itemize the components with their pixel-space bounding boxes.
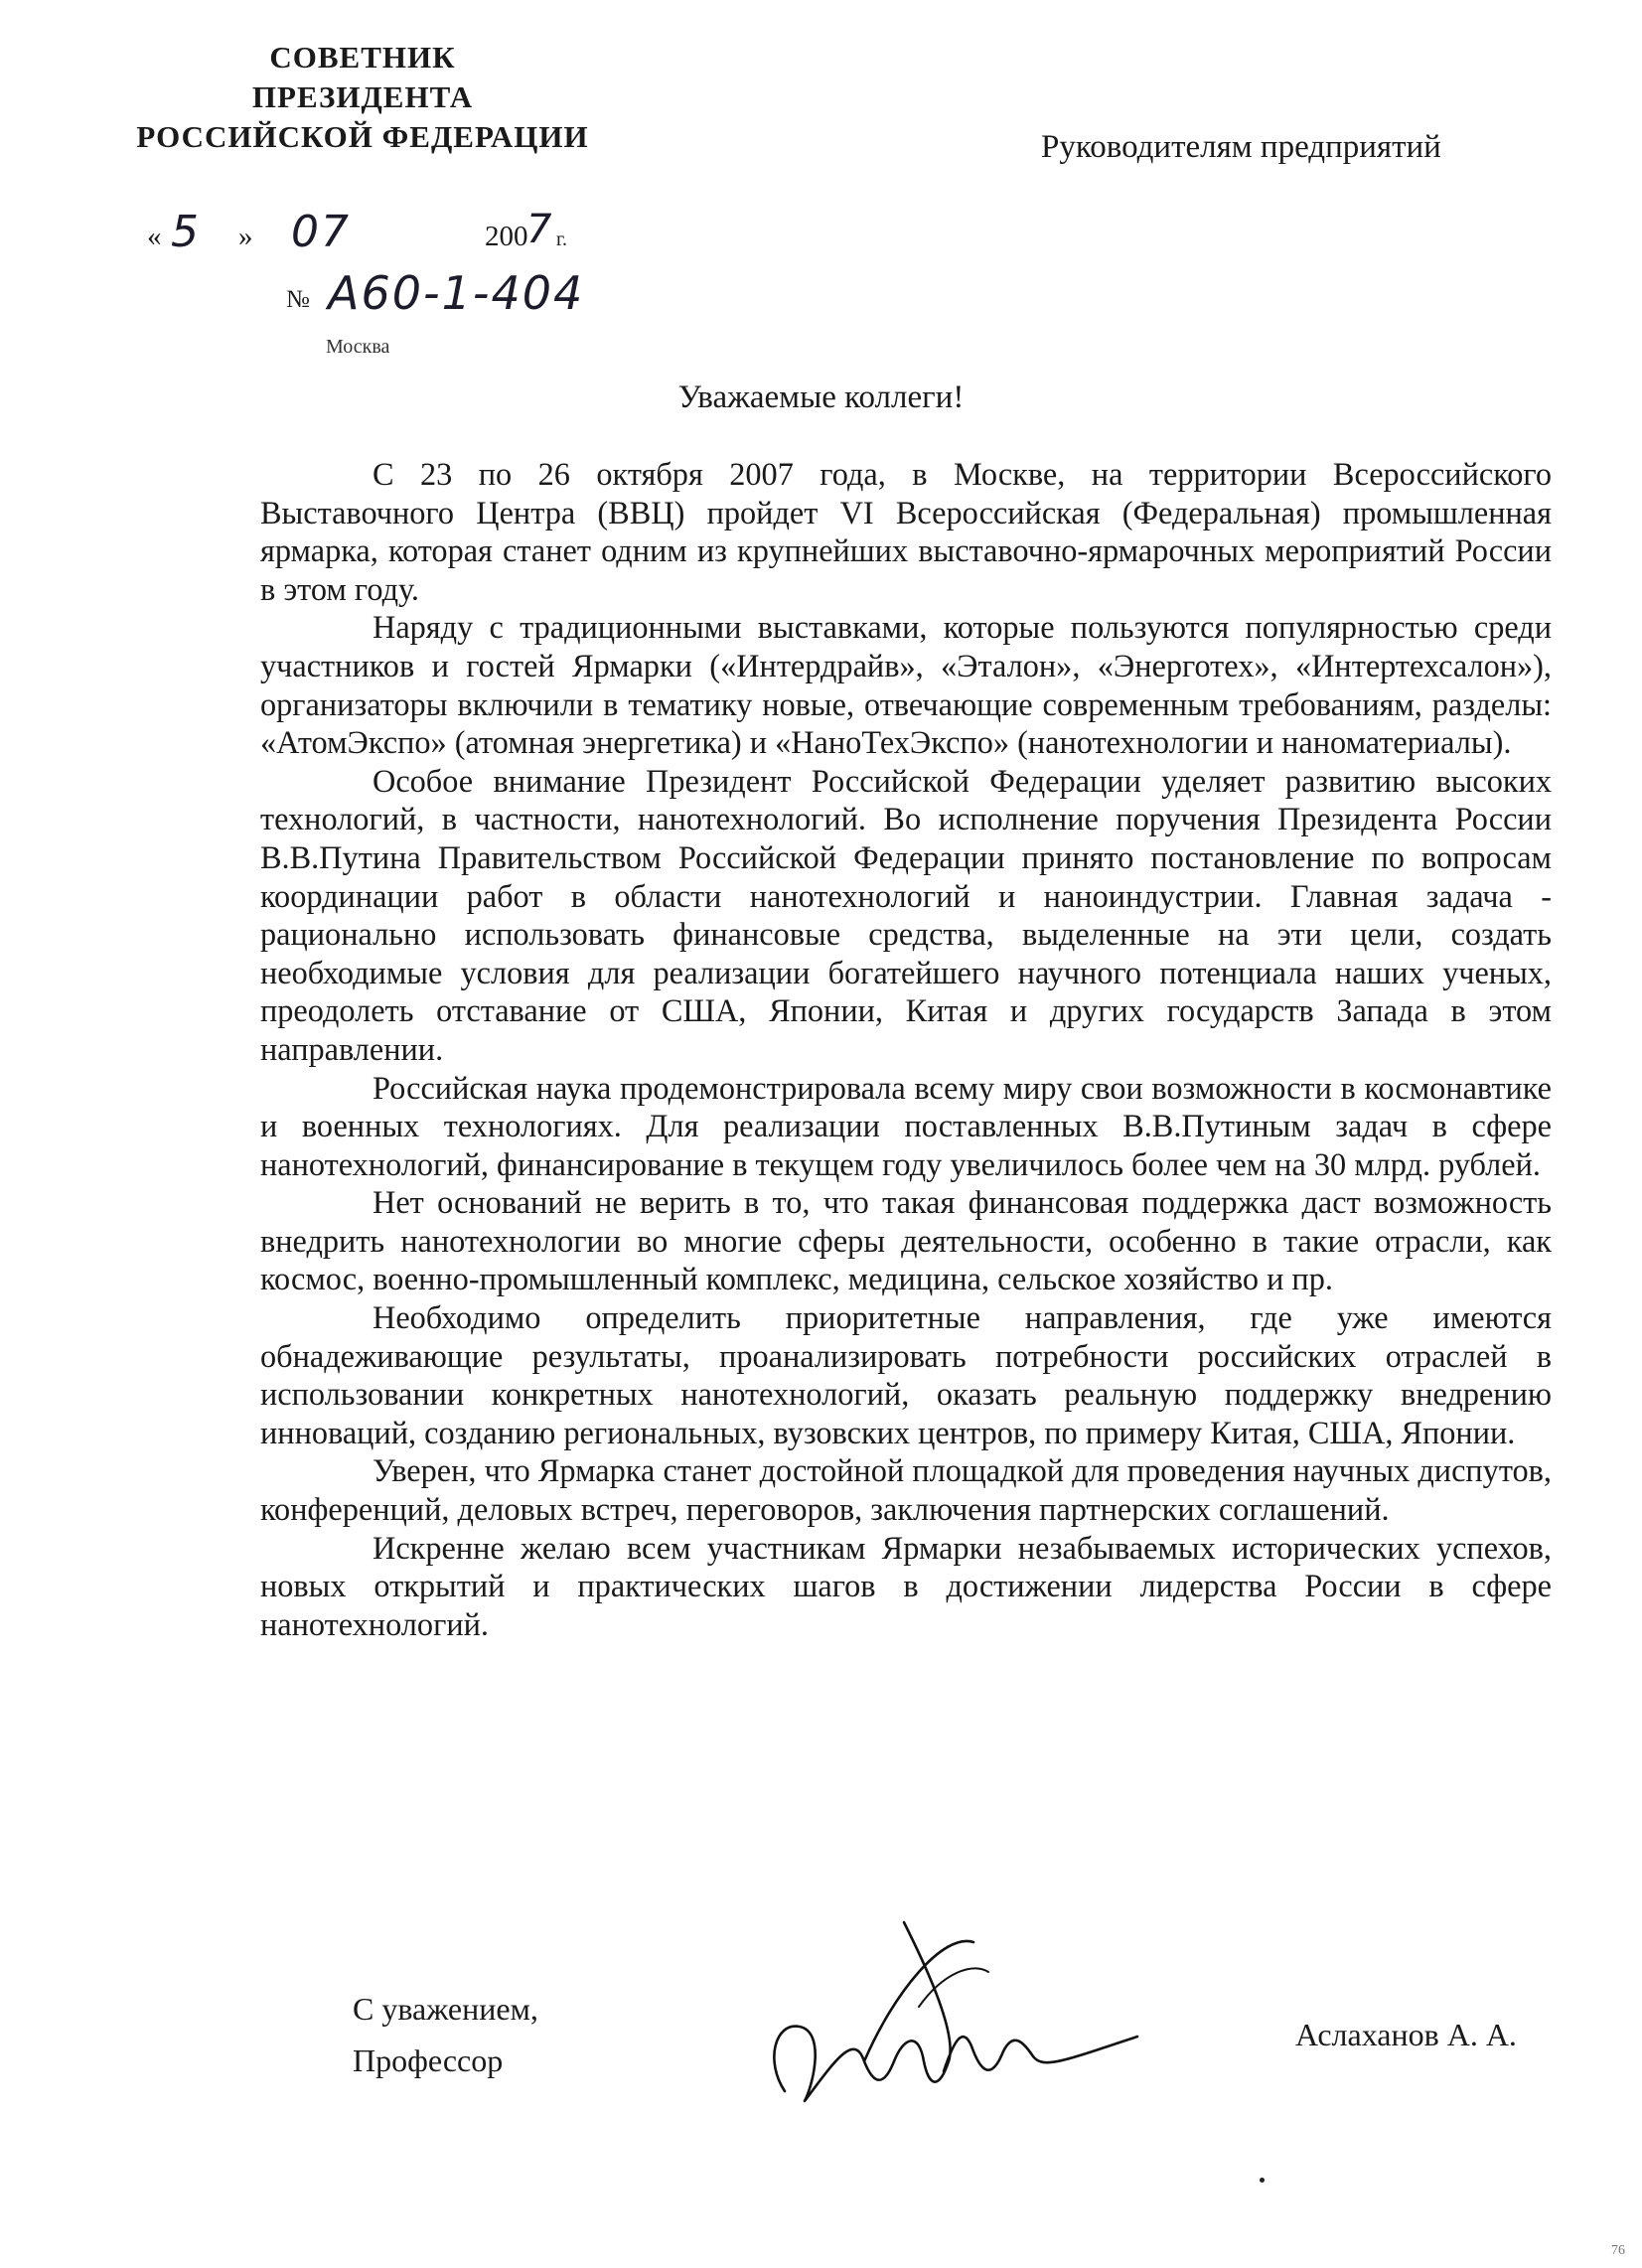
page-number: 76 [1611,2243,1625,2258]
signature [745,1912,1162,2141]
salutation: Уважаемые коллеги! [677,379,965,415]
date-year-handwritten: 7 [526,207,554,252]
city: Москва [326,336,390,358]
signer-name: Аслаханов А. А. [1295,2017,1517,2052]
closing-regards: С уважением, [353,1991,538,2027]
date-month-handwritten: 07 [291,207,351,257]
number-prefix: № [286,286,310,313]
letterhead-line-1: СОВЕТНИК [269,40,456,75]
number-handwritten: А60-1-404 [328,266,585,320]
letterhead [119,38,606,157]
paragraph: Наряду с традиционными выставками, которые пользуются популярностью среди участников и гостей Ярмарки («Интердрайв», «Эталон», «Энерготех», «Интертехсалон»), организаторы включили в тематику новые, отвечающие современным требованиям, разделы: «АтомЭкспо» (атомная энергетика) и «НаноТехЭкспо» (нанотехнологии и наноматериалы). [260,609,1552,761]
letter-body [260,455,1552,1643]
ink-dot [1260,2178,1265,2183]
document-number [286,266,683,326]
letterhead-line-2: ПРЕЗИДЕНТА [251,79,474,114]
paragraph: Особое внимание Президент Российской Федерации уделяет развитию высоких технологий, в частности, нанотехнологий. Во исполнение поручения Президента России В.В.Путина Правительством Российской Федерации принято постановление по вопросам координации работ в области нанотехнологий и наноиндустрии. Главная задача - рационально использовать финансовые средства, выделенные на эти цели, создать необходимые условия для реализации богатейшего научного потенциала наших ученых, преодолеть отставание от США, Японии, Китая и других государств Запада в этом направлении. [260,762,1552,1067]
date-quote-close: » [238,221,253,252]
paragraph: С 23 по 26 октября 2007 года, в Москве, на территории Всероссийского Выставочного Центра (ВВЦ) пройдет VI Всероссийская (Федеральная) промышленная ярмарка, которая станет одним из крупнейших выставочно-ярмарочных мероприятий России в этом году. [260,456,1552,607]
date-year-printed: 200 [485,221,528,252]
letterhead-line-3: РОССИЙСКОЙ ФЕДЕРАЦИИ [136,119,589,154]
paragraph: Необходимо определить приоритетные направления, где уже имеются обнадеживающие результаты, проанализировать потребности российских отраслей в использовании конкретных нанотехнологий, оказать реальную поддержку внедрению инноваций, созданию региональных, вузовских центров, по примеру Китая, США, Японии. [260,1299,1552,1450]
addressee: Руководителям предприятий [1041,129,1441,165]
paragraph: Российская наука продемонстрировала всему миру свои возможности в космонавтике и военных технологиях. Для реализации поставленных В.В.Путиным задач в сфере нанотехнологий, финансирование в текущем году увеличилось более чем на 30 млрд. рублей. [260,1069,1552,1182]
paragraph: Нет оснований не верить в то, что такая финансовая поддержка даст возможность внедрить нанотехнологии во многие сферы деятельности, особенно в такие отрасли, как космос, военно-промышленный комплекс, медицина, сельское хозяйство и пр. [260,1184,1552,1297]
paragraph: Уверен, что Ярмарка станет достойной площадкой для проведения научных диспутов, конференций, деловых встреч, переговоров, заключения партнерских соглашений. [260,1452,1552,1528]
closing [353,1983,538,2086]
date-day-handwritten: 5 [171,207,201,257]
paragraph: Искренне желаю всем участникам Ярмарки незабываемых исторических успехов, новых открытий и практических шагов в достижении лидерства России в сфере нанотехнологий. [260,1529,1552,1642]
closing-title: Профессор [353,2042,504,2078]
date-year-suffix: г. [556,228,567,250]
date-line [147,207,624,266]
date-quote-open: « [147,221,162,252]
